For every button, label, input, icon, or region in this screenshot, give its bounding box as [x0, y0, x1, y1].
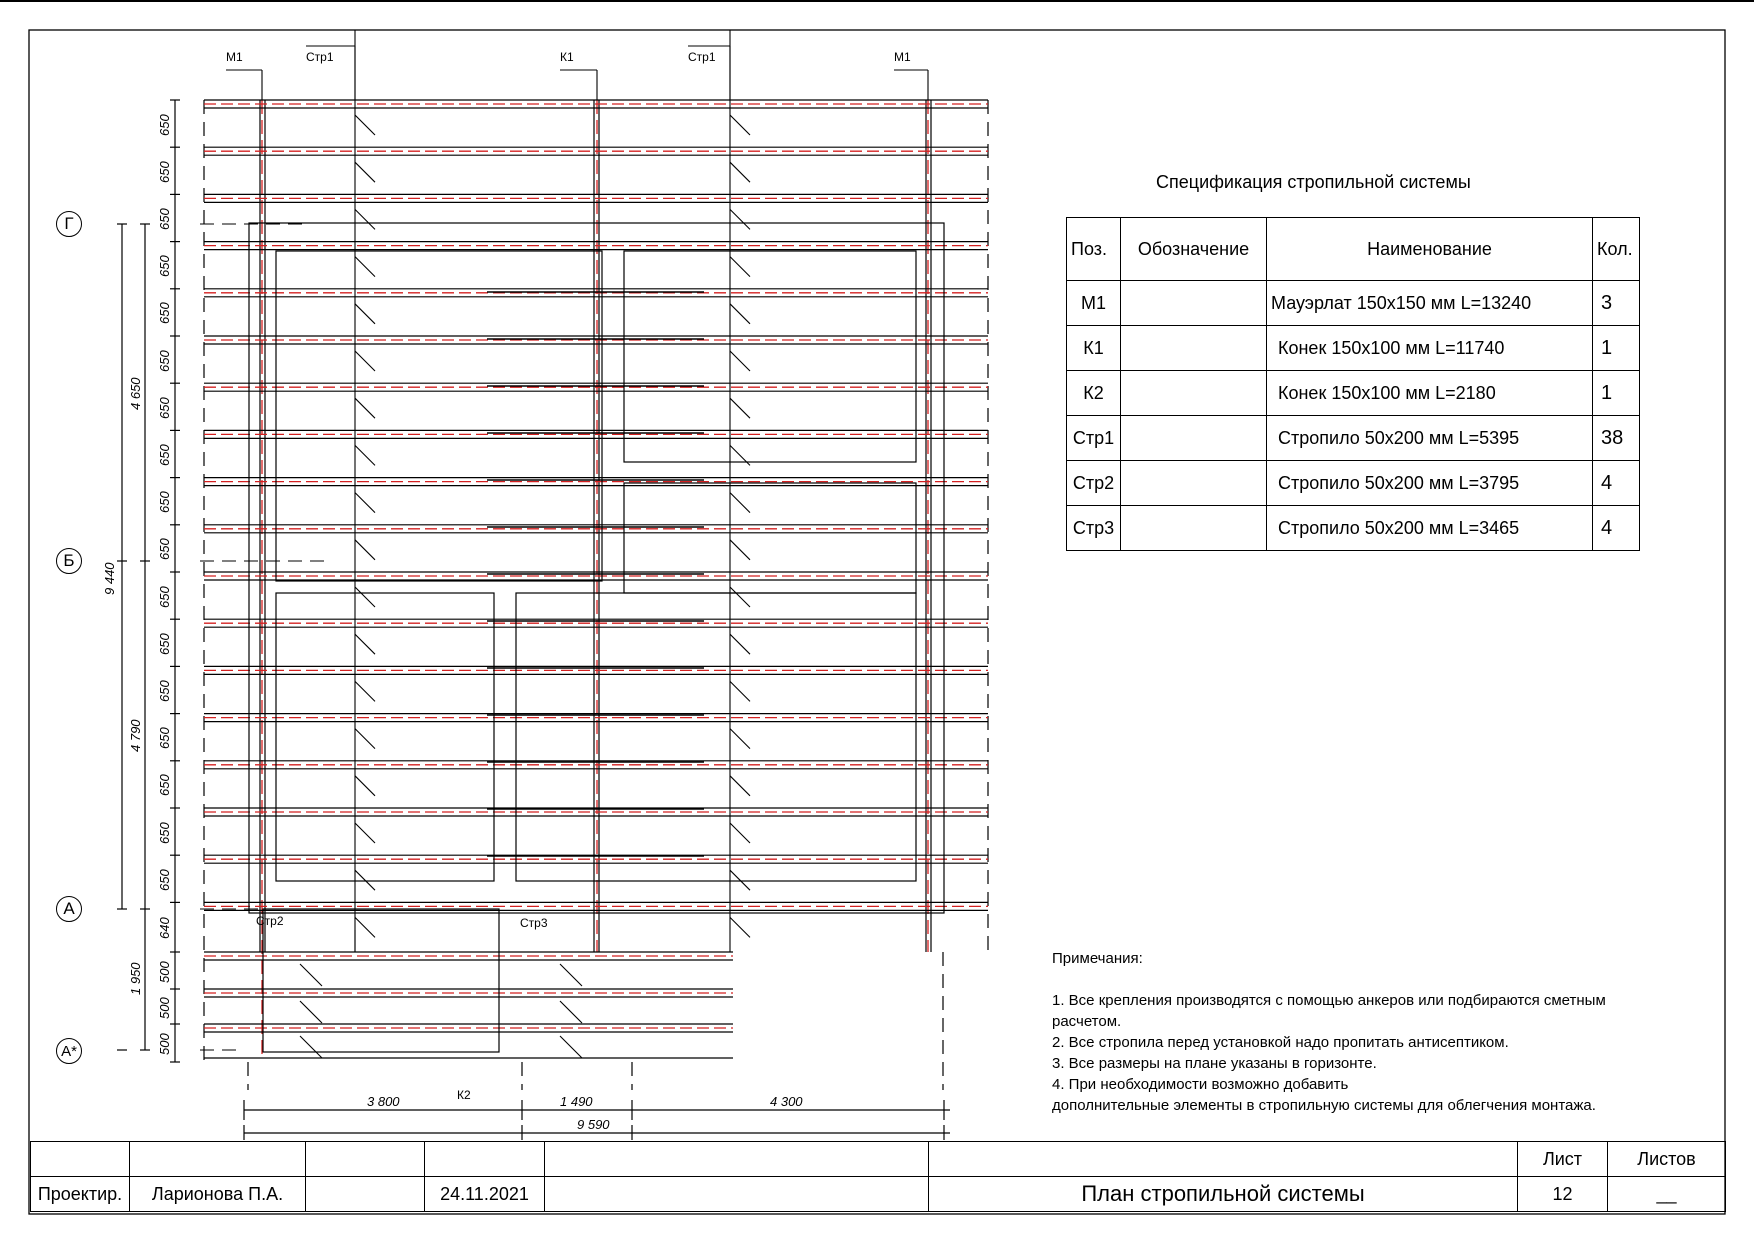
note-line: 1. Все крепления производятся с помощью анкеров или подбираются сметным	[1052, 992, 1606, 1009]
dim-step-label: 500	[157, 996, 172, 1019]
stamp-signature	[306, 1177, 425, 1212]
axis-marker-a: А	[56, 896, 82, 922]
dim-h-1490: 1 490	[560, 1094, 593, 1109]
label-str3: Стр3	[520, 916, 548, 930]
title-block	[30, 1141, 1726, 1212]
spec-qty: 4	[1593, 506, 1640, 551]
spec-row	[1067, 416, 1640, 461]
stamp-empty	[31, 1142, 130, 1177]
rafter-hatch-tick	[730, 162, 750, 182]
rafter-hatch-tick	[355, 304, 375, 324]
rafter-hatch-tick	[730, 917, 750, 937]
dim-step-label: 650	[157, 633, 172, 655]
rafter-hatch-tick	[730, 634, 750, 654]
rafter-hatch-tick	[355, 729, 375, 749]
rafter-lower-tick	[300, 964, 322, 986]
spec-name: Конек 150х100 мм L=11740	[1267, 326, 1593, 371]
rafter-lower-tick	[560, 964, 582, 986]
rafter-lower-tick	[560, 1001, 582, 1023]
rafter-hatch-tick	[355, 540, 375, 560]
spec-table	[1066, 217, 1640, 551]
dim-step-label: 650	[157, 444, 172, 466]
rafter-hatch-tick	[355, 823, 375, 843]
spec-designation	[1121, 461, 1267, 506]
stamp-empty	[130, 1142, 306, 1177]
spec-header-pos: Поз.	[1067, 218, 1121, 281]
stamp-empty	[545, 1177, 929, 1212]
dim-step-label: 650	[157, 113, 172, 136]
rafter-hatch-tick	[730, 870, 750, 890]
rafter-hatch-tick	[355, 445, 375, 465]
room-outline-1	[276, 251, 602, 581]
spec-header-row	[1067, 218, 1640, 281]
stamp-empty	[425, 1142, 545, 1177]
rafter-lower-tick	[300, 1036, 322, 1058]
rafter-hatch-tick	[730, 729, 750, 749]
dim-step-label: 650	[157, 774, 172, 797]
dim-step-label: 650	[157, 208, 172, 230]
dim-step-label: 650	[157, 255, 172, 278]
label-m1-left: М1	[226, 50, 243, 64]
note-line: 2. Все стропила перед установкой надо пропитать антисептиком.	[1052, 1034, 1509, 1051]
stamp-sheet-title: План стропильной системы	[929, 1177, 1518, 1212]
spec-header-name: Наименование	[1267, 218, 1593, 281]
stamp-sheets-label: Листов	[1608, 1142, 1726, 1177]
axis-marker-g: Г	[56, 211, 82, 237]
dim-step-label: 650	[157, 349, 172, 372]
note-line: 3. Все размеры на плане указаны в горизонте.	[1052, 1055, 1377, 1072]
notes-title: Примечания:	[1052, 950, 1143, 967]
room-outline-5	[516, 593, 916, 881]
rafter-hatch-tick	[355, 209, 375, 229]
stamp-row-1	[31, 1142, 1726, 1177]
dim-step-label: 650	[157, 821, 172, 844]
dim-partial-4790: 4 790	[128, 719, 143, 752]
dim-step-label: 650	[157, 680, 172, 702]
rafter-lower-tick	[560, 1036, 582, 1058]
stamp-empty	[929, 1142, 1518, 1177]
spec-name: Стропило 50х200 мм L=3465	[1267, 506, 1593, 551]
rafter-hatch-tick	[730, 776, 750, 796]
stamp-role: Проектир.	[31, 1177, 130, 1212]
rafter-hatch-tick	[355, 493, 375, 513]
dim-step-label: 500	[157, 1033, 172, 1055]
note-line: расчетом.	[1052, 1013, 1122, 1030]
spec-pos: Стр1	[1067, 416, 1121, 461]
spec-qty: 1	[1593, 326, 1640, 371]
dim-h-total-9590: 9 590	[577, 1117, 610, 1132]
rafter-hatch-tick	[355, 587, 375, 607]
spec-name: Стропило 50х200 мм L=3795	[1267, 461, 1593, 506]
dim-step-label: 640	[157, 917, 172, 940]
rafter-hatch-tick	[355, 634, 375, 654]
spec-qty: 4	[1593, 461, 1640, 506]
spec-designation	[1121, 326, 1267, 371]
spec-row	[1067, 326, 1640, 371]
rafter-hatch-tick	[730, 823, 750, 843]
dim-step-label: 650	[157, 397, 172, 419]
label-str1-left: Стр1	[306, 50, 334, 64]
label-m1-right: М1	[894, 50, 911, 64]
spec-pos: М1	[1067, 281, 1121, 326]
dim-total-9440: 9 440	[102, 562, 117, 595]
rafter-hatch-tick	[730, 540, 750, 560]
rafter-hatch-tick	[355, 162, 375, 182]
spec-designation	[1121, 371, 1267, 416]
notes-spacer	[1052, 969, 1692, 990]
spec-row	[1067, 371, 1640, 416]
rafter-hatch-tick	[355, 917, 375, 937]
stamp-date: 24.11.2021	[425, 1177, 545, 1212]
dim-step-label: 650	[157, 491, 172, 514]
dim-step-label: 650	[157, 585, 172, 608]
spec-pos: Стр2	[1067, 461, 1121, 506]
spec-designation	[1121, 416, 1267, 461]
rafter-hatch-tick	[730, 257, 750, 277]
rafter-hatch-tick	[355, 257, 375, 277]
label-str1-right: Стр1	[688, 50, 716, 64]
dim-step-label: 650	[157, 727, 172, 750]
rafter-hatch-tick	[355, 870, 375, 890]
lower-bay-outline	[263, 909, 499, 1052]
stamp-empty	[306, 1142, 425, 1177]
rafter-hatch-tick	[355, 398, 375, 418]
spec-qty: 3	[1593, 281, 1640, 326]
rafter-hatch-tick	[730, 304, 750, 324]
outer-frame-top-edge	[0, 0, 1754, 2]
spec-pos: Стр3	[1067, 506, 1121, 551]
stamp-sheet-number: 12	[1518, 1177, 1608, 1212]
dim-step-label: 650	[157, 161, 172, 183]
spec-row	[1067, 506, 1640, 551]
note-line: дополнительные элементы в стропильную системы для облегчения монтажа.	[1052, 1097, 1596, 1114]
stamp-name: Ларионова П.А.	[130, 1177, 306, 1212]
spec-title: Спецификация стропильной системы	[1156, 172, 1471, 192]
rafter-hatch-tick	[355, 681, 375, 701]
dim-partial-1950: 1 950	[128, 962, 143, 995]
stamp-empty	[545, 1142, 929, 1177]
rafter-hatch-tick	[355, 351, 375, 371]
label-str2: Стр2	[256, 914, 284, 928]
spec-name: Стропило 50х200 мм L=5395	[1267, 416, 1593, 461]
label-k1: К1	[560, 50, 574, 64]
stamp-sheet-label: Лист	[1518, 1142, 1608, 1177]
rafter-hatch-tick	[730, 398, 750, 418]
rafter-hatch-tick	[730, 351, 750, 371]
rafter-lower-tick	[300, 1001, 322, 1023]
spec-designation	[1121, 281, 1267, 326]
note-line: 4. При необходимости возможно добавить	[1052, 1076, 1349, 1093]
spec-header-designation: Обозначение	[1121, 218, 1267, 281]
spec-designation	[1121, 506, 1267, 551]
dim-step-label: 650	[157, 302, 172, 325]
axis-marker-b: Б	[56, 548, 82, 574]
spec-name: Конек 150х100 мм L=2180	[1267, 371, 1593, 416]
stamp-row-2	[31, 1177, 1726, 1212]
dim-step-label: 500	[157, 960, 172, 983]
rafter-hatch-tick	[730, 115, 750, 135]
spec-row	[1067, 461, 1640, 506]
rafter-hatch-tick	[730, 493, 750, 513]
stamp-sheets-total: __	[1608, 1177, 1726, 1212]
spec-row	[1067, 281, 1640, 326]
dim-partial-4650: 4 650	[128, 377, 143, 410]
rafter-hatch-tick	[730, 587, 750, 607]
notes-block	[1052, 948, 1692, 1116]
axis-marker-a-star: А*	[56, 1038, 82, 1064]
rafter-hatch-tick	[355, 776, 375, 796]
spec-qty: 38	[1593, 416, 1640, 461]
rafter-hatch-tick	[730, 681, 750, 701]
dim-step-label: 650	[157, 538, 172, 561]
dim-h-4300: 4 300	[770, 1094, 803, 1109]
spec-pos: К1	[1067, 326, 1121, 371]
dim-step-label: 650	[157, 869, 172, 891]
rafter-hatch-tick	[355, 115, 375, 135]
spec-pos: К2	[1067, 371, 1121, 416]
spec-qty: 1	[1593, 371, 1640, 416]
room-outline-4	[276, 593, 494, 881]
spec-header-qty: Кол.	[1593, 218, 1640, 281]
spec-name: Мауэрлат 150х150 мм L=13240	[1267, 281, 1593, 326]
rafter-hatch-tick	[730, 209, 750, 229]
dim-h-3800: 3 800	[367, 1094, 400, 1109]
label-k2: К2	[457, 1088, 471, 1102]
